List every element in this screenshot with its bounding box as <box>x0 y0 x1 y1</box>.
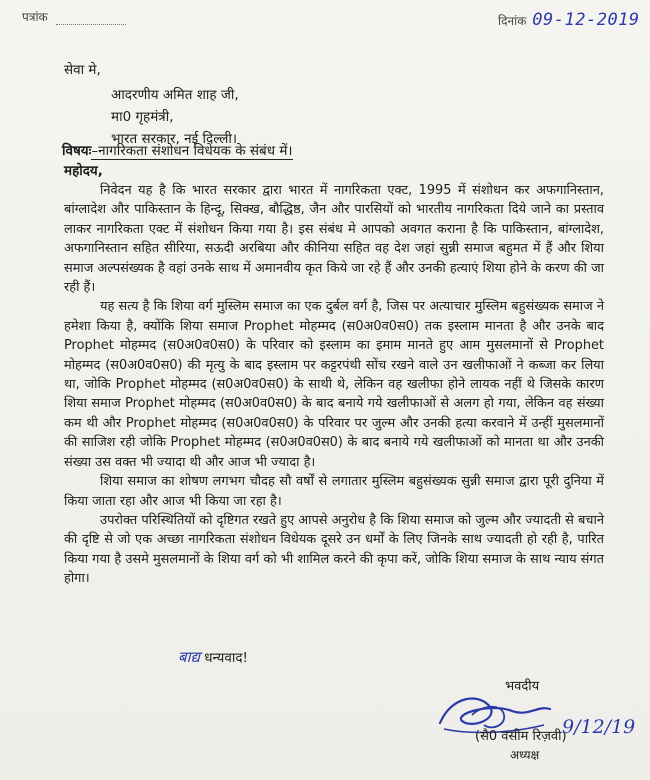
salutation: महोदय, <box>64 163 103 179</box>
letter-body <box>64 181 604 589</box>
subject-label: विषयः <box>62 143 92 159</box>
handwritten-sign-date: 9/12/19 <box>562 716 636 738</box>
address-to: सेवा मे, <box>64 62 101 78</box>
handwritten-note: बाद्य <box>178 648 200 666</box>
handwritten-date: 09-12-2019 <box>532 10 640 30</box>
yours-faithfully: भवदीय <box>505 679 540 694</box>
paragraph-3: शिया समाज का शोषण लगभग चौदह सौ वर्षों से लगातार मुस्लिम बहुसंख्यक सुन्नी समाज द्वारा पूरी दुनिया में किया जाता रहा और आज भी किया जा रहा है। <box>64 474 604 509</box>
date-label: दिनांक <box>498 14 527 28</box>
designation: अध्यक्ष <box>510 748 540 762</box>
date-field <box>498 10 640 30</box>
paragraph-2: यह सत्य है कि शिया वर्ग मुस्लिम समाज का एक दुर्बल वर्ग है, जिस पर अत्याचार मुस्लिम बहुसंख्यक समाज ने हमेशा किया है, क्योंकि शिया समाज Prophet मोहम्मद (स0अ0व0स0) तक इस्लाम मानता है और उनके बाद Prophet मोहम्मद (स0अ0व0स0) के परिवार को इस्लाम का इमाम मानते हुए आम मुसलमानों से Prophet मोहम्मद (स0अ0व0स0) की मृत्यु के बाद इस्लाम पर कट्टरपंथी सोंच रखने वाले उन खलीफाओं ने कब्जा कर लिया था, जोकि Prophet मोहम्मद (स0अ0व0स0) के साथी थे, लेकिन वह खलीफा होने लायक नहीं थे जिसके कारण शिया समाज Prophet मोहम्मद (स0अ0व0स0) के बाद बनाये गये खलीफाओं से अलग हो गया, लेकिन वह संख्या कम थी और Prophet मोहम्मद (स0अ0व0स0) के परिवार पर जुल्म और उनकी हत्या करवाने में उन्हीं मुसलमानों की साजिश रही जोकि Prophet मोहम्मद (स0अ0व0स0) के बाद बनाये गये खलीफाओं को मानता था और उनकी संख्या उस वक्त भी ज्यादा थी और आज भी ज्यादा है। <box>64 299 604 470</box>
reference-label: पत्रांक <box>22 10 48 24</box>
subject-line <box>62 141 293 159</box>
reference-field <box>22 8 126 25</box>
address-line-3: भारत सरकार, नई दिल्ली। <box>111 131 238 147</box>
paragraph-4: उपरोक्त परिस्थितियों को दृष्टिगत रखते हुए आपसे अनुरोध है कि शिया समाज को जुल्म और ज्यादती से बचाने की दृष्टि से जो एक अच्छा नागरिकता संशोधन विधेयक दूसरे उन धर्मों के लिए जिनके साथ ज्यादती हो रही है, पारित किया गया है उसमे मुसलमानों के शिया वर्ग को भी शामिल करने की कृपा करें, जोकि शिया समाज के साथ न्याय संगत होगा। <box>64 512 604 587</box>
reference-blank-line <box>56 24 126 25</box>
paragraph-1: निवेदन यह है कि भारत सरकार द्वारा भारत में नागरिकता एक्ट, 1995 में संशोधन कर अफगानिस्तान, बांग्लादेश और पाकिस्तान के हिन्दू, सिक्ख, बौद्धिष्ठ, जैन और पारसियों को भारतीय नागरिकता दिये जाने का प्रस्ताव लाकर नागरिकता एक्ट में संशोधन किया गया है। इस संबंध मे आपको अवगत कराना है कि पाकिस्तान, बांग्लादेश, अफगानिस्तान सहित सीरिया, सऊदी अरबिया और कीनिया सहित वह देश जहां सुन्नी समाज बहुमत में हैं और शिया समाज अल्पसंख्यक है वहां उनके साथ में अमानवीय कृत किये जा रहे हैं और उनकी हत्याएं शिया होने के करण की जा रही हैं। <box>64 183 604 296</box>
thanks-text: धन्यवाद! <box>204 650 248 666</box>
closing-thanks-line <box>178 647 248 667</box>
address-line-2: मा0 गृहमंत्री, <box>111 109 174 125</box>
signatory-name: (सै0 वसीम रिज़वी) <box>475 729 567 744</box>
address-line-1: आदरणीय अमित शाह जी, <box>111 87 239 103</box>
subject-text: –नागरिकता संशोधन विधेयक के संबंध में। <box>91 143 293 159</box>
